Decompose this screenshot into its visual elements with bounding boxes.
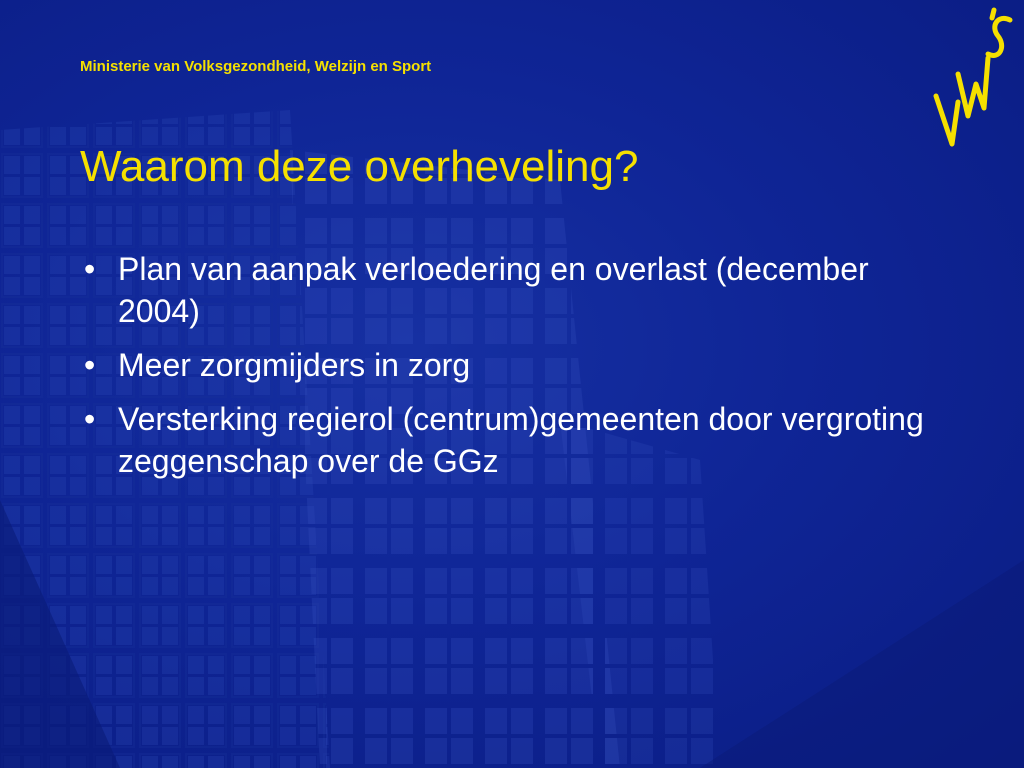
bullet-text: Versterking regierol (centrum)gemeenten door vergroting zeggenschap over de GGz <box>118 401 924 479</box>
bullet-list <box>80 248 940 494</box>
bullet-marker: • <box>84 251 96 287</box>
slide-title: Waarom deze overheveling? <box>80 142 639 191</box>
bullet-marker: • <box>84 347 96 383</box>
bullet-text: Plan van aanpak verloedering en overlast (december 2004) <box>118 251 869 329</box>
bullet-text: Meer zorgmijders in zorg <box>118 347 471 383</box>
bullet-marker: • <box>84 401 96 437</box>
bullet-item <box>80 398 940 482</box>
vws-logo <box>918 4 1018 154</box>
bullet-item <box>80 248 940 332</box>
bullet-item <box>80 344 940 386</box>
ministry-name: Ministerie van Volksgezondheid, Welzijn en Sport <box>80 58 432 75</box>
